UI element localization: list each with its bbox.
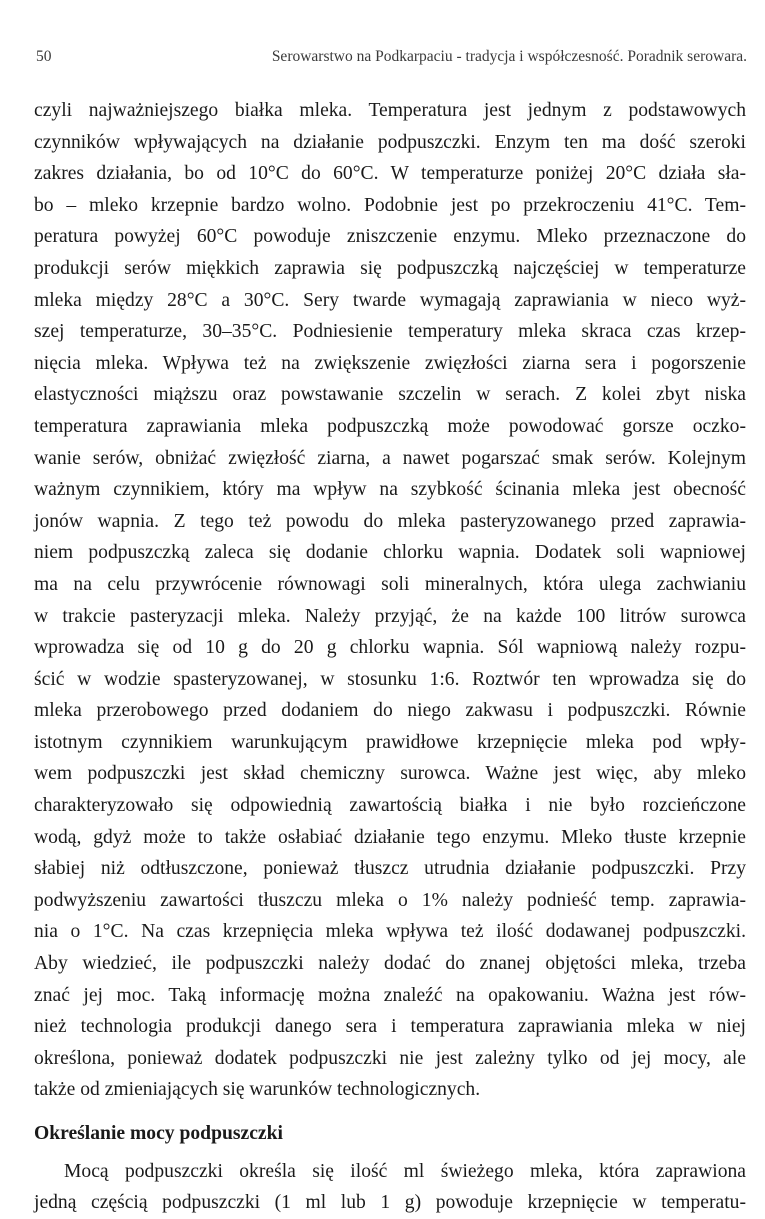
text-line: wanie serów, obniżać zwięzłość ziarna, a nawet pogarszać smak serów. Kolejnym — [34, 447, 746, 469]
text-line: Mocą podpuszczki określa się ilość ml świeżego mleka, która zaprawiona — [64, 1160, 746, 1182]
text-line: mleka przerobowego przed dodaniem do niego zakwasu i podpuszczki. Równie — [34, 700, 746, 722]
text-line: słabiej niż odtłuszczone, ponieważ tłuszcz utrudnia działanie podpuszczki. Przy — [34, 858, 746, 880]
text-line: bo – mleko krzepnie bardzo wolno. Podobnie jest po przekroczeniu 41°C. Tem- — [34, 194, 746, 216]
section-heading: Określanie mocy podpuszczki — [34, 1123, 283, 1144]
text-line: ważnym czynnikiem, który ma wpływ na szybkość ścinania mleka jest obecność — [34, 479, 746, 501]
text-line: nięcia mleka. Wpływa też na zwiększenie zwięzłości ziarna sera i pogorszenie — [34, 352, 746, 374]
text-line: w trakcie pasteryzacji mleka. Należy przyjąć, że na każde 100 litrów surowca — [34, 605, 746, 627]
body-text — [34, 95, 746, 1219]
paragraph — [34, 95, 746, 1106]
text-line: wprowadza się od 10 g do 20 g chlorku wapnia. Sól wapniową należy rozpu- — [34, 637, 746, 659]
text-line: elastyczności miąższu oraz powstawanie szczelin w serach. Z kolei zbyt niska — [34, 384, 746, 406]
text-line: wem podpuszczki jest skład chemiczny surowca. Ważne jest więc, aby mleko — [34, 763, 746, 785]
text-line: mleka między 28°C a 30°C. Sery twarde wymagają zaprawiania w nieco wyż- — [34, 289, 746, 311]
running-title: Serowarstwo na Podkarpaciu - tradycja i współczesność. Poradnik serowara. — [271, 48, 747, 65]
text-line: wodą, gdyż może to także osłabiać działanie tego enzymu. Mleko tłuste krzepnie — [34, 826, 746, 848]
text-line: określona, ponieważ dodatek podpuszczki nie jest zależny tylko od jej mocy, ale — [34, 1047, 746, 1069]
text-line: produkcji serów miękkich zaprawia się podpuszczką najczęściej w temperaturze — [34, 257, 746, 279]
text-line: jonów wapnia. Z tego też powodu do mleka pasteryzowanego przed zaprawia- — [34, 510, 746, 532]
text-line: czynników wpływających na działanie podpuszczki. Enzym ten ma dość szeroki — [34, 131, 746, 153]
text-line: temperatura zaprawiania mleka podpuszczką może powodować gorsze oczko- — [34, 415, 746, 437]
text-line: zakres działania, bo od 10°C do 60°C. W temperaturze poniżej 20°C działa sła- — [34, 163, 746, 185]
page-header — [36, 48, 747, 70]
text-line: także od zmieniających się warunków technologicznych. — [34, 1079, 481, 1101]
text-line: znać jej moc. Taką informację można znaleźć na opakowaniu. Ważna jest rów- — [34, 984, 746, 1006]
text-line: nia o 1°C. Na czas krzepnięcia mleka wpływa też ilość dodawanej podpuszczki. — [34, 921, 746, 943]
text-line: szej temperaturze, 30–35°C. Podniesienie temperatury mleka skraca czas krzep- — [34, 321, 746, 343]
text-line: podwyższeniu zawartości tłuszczu mleka o 1% należy podnieść temp. zaprawia- — [34, 889, 746, 911]
text-line: niem podpuszczką zaleca się dodanie chlorku wapnia. Dodatek soli wapniowej — [34, 542, 746, 564]
text-line: nież technologia produkcji danego sera i temperatura zaprawiania mleka w niej — [34, 1016, 746, 1038]
text-line: jedną częścią podpuszczki (1 ml lub 1 g) powoduje krzepnięcie w temperatu- — [34, 1192, 746, 1214]
text-line: istotnym czynnikiem warunkującym prawidłowe krzepnięcie mleka pod wpły- — [34, 731, 746, 753]
paragraph — [34, 1156, 746, 1219]
text-line: ścić w wodzie spasteryzowanej, w stosunku 1:6. Roztwór ten wprowadza się do — [34, 668, 746, 690]
text-line: ma na celu przywrócenie równowagi soli mineralnych, która ulega zachwianiu — [34, 573, 746, 595]
text-line: charakteryzowało się odpowiednią zawartością białka i nie było rozcieńczone — [34, 795, 746, 817]
text-line: Aby wiedzieć, ile podpuszczki należy dodać do znanej objętości mleka, trzeba — [34, 953, 746, 975]
page-number: 50 — [36, 48, 52, 65]
text-line: czyli najważniejszego białka mleka. Temperatura jest jednym z podstawowych — [34, 100, 746, 121]
text-line: peratura powyżej 60°C powoduje zniszczenie enzymu. Mleko przeznaczone do — [34, 226, 746, 248]
